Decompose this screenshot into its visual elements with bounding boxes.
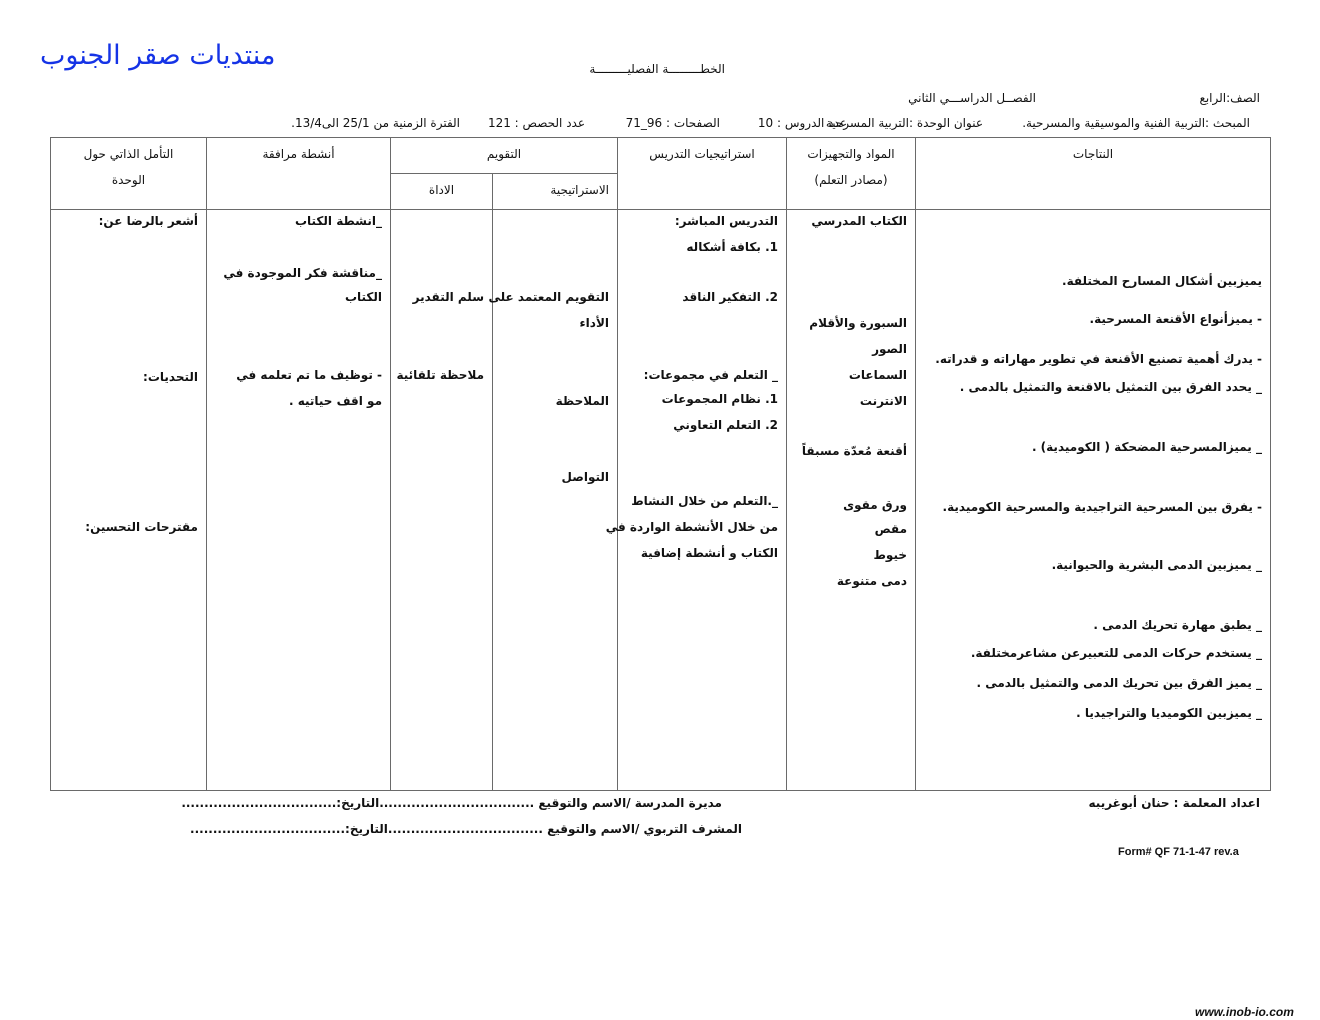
outcome-item: يميزبين أشكال المسارح المختلفة. (1062, 274, 1262, 288)
subject-label: المبحث :التربية الفنية والموسيقية والمسرحية. (1022, 116, 1250, 130)
activities-cell (207, 210, 391, 791)
prepared-by-label: اعداد المعلمة : حنان أبوغريبه (1088, 796, 1260, 810)
semester-plan-table (50, 137, 1271, 791)
outcomes-cell (916, 210, 1271, 791)
strategy-item: _.التعلم من خلال النشاط (631, 494, 778, 508)
time-period-label: الفترة الزمنية من 25/1 الى13/4. (291, 116, 460, 130)
strategy-item: 2. التعلم التعاوني (673, 418, 778, 432)
material-item: الصور (872, 342, 907, 356)
material-item: دمى متنوعة (836, 574, 907, 588)
reflection-satisfied-label: أشعر بالرضا عن: (98, 214, 198, 228)
assessment-strategy-cell (488, 210, 618, 791)
reflection-improvements-label: مقترحات التحسين: (85, 520, 198, 534)
outcome-item: - يفرق بين المسرحية التراجيدية والمسرحية الكوميدية. (942, 500, 1262, 514)
strategy-item: _ التعلم في مجموعات: (643, 368, 778, 382)
header-activities: أنشطة مرافقة (207, 138, 391, 210)
supervisor-signature-line: المشرف التربوي /الاسم والتوقيع ..................................التاريخ:.................................. (190, 822, 742, 836)
outcome-item: _ يطبق مهارة تحريك الدمى . (1093, 618, 1262, 632)
material-item: خيوط (873, 548, 907, 562)
lessons-count-label: عدد الدروس : 10 (757, 116, 847, 130)
unit-title-label: عنوان الوحدة :التربية المسرحية (825, 116, 983, 130)
reflection-cell (51, 210, 207, 791)
header-assessment-strategy: الاستراتيجية (493, 174, 618, 210)
assessment-strategy-item: الأداء (579, 316, 609, 330)
activity-item: - توظيف ما تم تعلمه في (236, 368, 382, 382)
header-outcomes: النتاجات (916, 138, 1271, 210)
materials-cell (787, 210, 916, 791)
periods-count-label: عدد الحصص : 121 (487, 116, 585, 130)
material-item: الكتاب المدرسي (811, 214, 907, 228)
outcome-item: _ يحدد الفرق بين التمثيل بالاقنعة والتمثيل بالدمى . (959, 380, 1262, 394)
strategy-item: 1. بكافة أشكاله (686, 240, 778, 254)
assessment-tool-item: سلم التقدير (412, 290, 484, 304)
header-materials: المواد والتجهيزات (مصادر التعلم) (787, 138, 916, 210)
form-number: Form# QF 71-1-47 rev.a (1118, 846, 1239, 858)
header-assessment-tool: الاداة (391, 174, 493, 210)
assessment-tool-cell (391, 210, 493, 791)
strategy-item: الكتاب و أنشطة إضافية (640, 546, 778, 560)
activity-item: مو اقف حياتيه . (288, 394, 382, 408)
header-reflection: التأمل الذاتي حول الوحدة (51, 138, 207, 210)
grade-label: الصف:الرابع (1199, 91, 1260, 105)
header-teaching-strategies: استراتيجيات التدريس (618, 138, 787, 210)
material-item: السبورة والأقلام (809, 316, 907, 330)
strategy-item: 2. التفكير الناقد (682, 290, 778, 304)
reflection-challenges-label: التحديات: (143, 370, 198, 384)
material-item: السماعات (848, 368, 907, 382)
semester-label: الفصــل الدراســـي الثاني (908, 91, 1036, 105)
outcome-item: _ يميزبين الدمى البشرية والحيوانية. (1051, 558, 1262, 572)
document-title: الخطـــــــــة الفصليـــــــــة (589, 62, 725, 76)
principal-signature-line: مديرة المدرسة /الاسم والتوقيع ..................................التاريخ:.................................. (181, 796, 722, 810)
activity-item: _مناقشة فكر الموجودة في (223, 266, 382, 280)
outcome-item: _ يميز الفرق بين تحريك الدمى والتمثيل بالدمى . (976, 676, 1262, 690)
activity-item: الكتاب (344, 290, 382, 304)
activity-item: _انشطة الكتاب (294, 214, 382, 228)
forum-brand-title: منتديات صقر الجنوب (40, 40, 276, 71)
outcome-item: - يميزأنواع الأقنعة المسرحية. (1089, 312, 1262, 326)
assessment-tool-item: ملاحظة تلقائية (396, 368, 484, 382)
material-item: الانترنت (859, 394, 907, 408)
website-watermark: www.inob-io.com (1195, 1005, 1294, 1019)
strategy-item: 1. نظام المجموعات (661, 392, 778, 406)
outcome-item: - يدرك أهمية تصنيع الأقنعة في تطوير مهاراته و قدراته. (935, 352, 1262, 366)
pages-label: الصفحات : 96_71 (625, 116, 720, 130)
assessment-strategy-item: التواصل (561, 470, 609, 484)
strategies-cell (605, 210, 787, 791)
assessment-strategy-item: التقويم المعتمد على (488, 290, 609, 304)
strategy-item: من خلال الأنشطة الواردة في (605, 520, 778, 534)
material-item: ورق مقوى (843, 498, 907, 512)
material-item: مقص (874, 522, 907, 536)
strategy-item: التدريس المباشر: (674, 214, 778, 228)
outcome-item: _ يستخدم حركات الدمى للتعبيرعن مشاعرمختلفة. (970, 646, 1262, 660)
material-item: أقنعة مُعدّة مسبقاً (801, 444, 907, 458)
outcome-item: _ يميزالمسرحية المضحكة ( الكوميدية) . (1031, 440, 1262, 454)
outcome-item: _ يميزبين الكوميديا والتراجيديا . (1076, 706, 1262, 720)
assessment-strategy-item: الملاحظة (555, 394, 609, 408)
header-assessment: التقويم (391, 138, 618, 174)
